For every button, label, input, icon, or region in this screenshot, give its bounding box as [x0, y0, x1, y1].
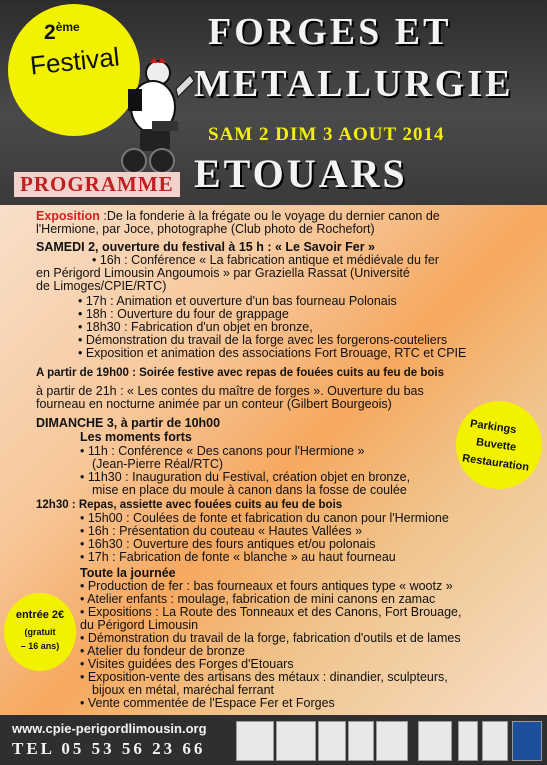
sunday-item: • 17h : Fabrication de fonte « blanche » au haut fourneau: [80, 550, 396, 564]
entry-price-badge: [4, 593, 76, 671]
saturday-item: • 16h : Conférence « La fabrication antique et médiévale du fer: [92, 253, 439, 267]
blacksmith-mascot-icon: [98, 55, 198, 180]
exposition-line-2: l'Hermione, par Joce, photographe (Club photo de Rochefort): [36, 222, 375, 236]
sunday-item: • 11h30 : Inauguration du Festival, création objet en bronze,: [80, 470, 411, 484]
all-day-item: • Atelier enfants : moulage, fabrication de mini canons en zamac: [80, 592, 436, 606]
saturday-item: • Exposition et animation des associations Fort Brouage, RTC et CPIE: [78, 346, 467, 360]
programme-content: [0, 205, 547, 715]
partner-logo: [458, 721, 478, 761]
partner-logo: [318, 721, 346, 761]
saturday-item-cont: de Limoges/CPIE/RTC): [36, 279, 167, 293]
entry-note: – 16 ans): [20, 641, 60, 651]
sunday-item: • 16h30 : Ouverture des fours antiques et/ou polonais: [80, 537, 376, 551]
footer: [0, 715, 547, 765]
title-line-2: METALLURGIE: [194, 63, 514, 105]
all-day-item: • Expositions : La Route des Tonneaux et des Canons, Fort Brouage,: [80, 605, 462, 619]
all-day-item: • Exposition-vente des artisans des métaux : dinandier, sculpteurs,: [80, 670, 448, 684]
contes-line: à partir de 21h : « Les contes du maître de forges ». Ouverture du bas: [36, 384, 424, 398]
all-day-item-cont: du Périgord Limousin: [80, 618, 199, 632]
badge-line: Restauration: [461, 452, 530, 474]
all-day-item-cont: bijoux en métal, maréchal ferrant: [92, 683, 275, 697]
partner-logo: [276, 721, 316, 761]
badge-line: Parkings: [469, 417, 518, 437]
repas-line: 12h30 : Repas, assiette avec fouées cuits au feu de bois: [36, 499, 343, 511]
title-line-1: FORGES ET: [208, 11, 452, 53]
phone-number: TEL 05 53 56 23 66: [12, 739, 206, 758]
all-day-heading: Toute la journée: [80, 566, 176, 580]
sunday-item-cont: mise en place du moule à canon dans la fosse de coulée: [92, 483, 407, 497]
all-day-item: • Vente commentée de l'Espace Fer et Forges: [80, 696, 335, 710]
website-link[interactable]: www.cpie-perigordlimousin.org: [12, 721, 207, 736]
saturday-item: • 18h : Ouverture du four de grappage: [78, 307, 289, 321]
all-day-item: • Production de fer : bas fourneaux et fours antiques type « wootz »: [80, 579, 453, 593]
partner-logo: [236, 721, 274, 761]
entry-note: (gratuit: [24, 627, 56, 637]
partner-logo: [376, 721, 408, 761]
festival-edition: 2ème: [44, 20, 80, 44]
sunday-heading: DIMANCHE 3, à partir de 10h00: [36, 416, 221, 430]
partner-logo: [482, 721, 508, 761]
badge-line: Buvette: [475, 436, 517, 454]
all-day-item: • Atelier du fondeur de bronze: [80, 644, 245, 658]
saturday-item: • Démonstration du travail de la forge avec les forgerons-couteliers: [78, 333, 448, 347]
festival-label: Festival: [28, 41, 121, 81]
all-day-item: • Démonstration du travail de la forge, fabrication d'outils et de lames: [80, 631, 461, 645]
all-day-item: • Visites guidées des Forges d'Etouars: [80, 657, 294, 671]
event-location: ETOUARS: [194, 151, 408, 196]
partner-logo: [348, 721, 374, 761]
contes-line-2: fourneau en nocturne animée par un conteur (Gilbert Bourgeois): [36, 397, 392, 411]
sunday-item-cont: (Jean-Pierre Réal/RTC): [92, 457, 224, 471]
sunday-item: • 11h : Conférence « Des canons pour l'Hermione »: [80, 444, 365, 458]
saturday-item-cont: en Périgord Limousin Angoumois » par Graziella Rassat (Université: [36, 266, 410, 280]
sunday-item: • 16h : Présentation du couteau « Hautes Vallées »: [80, 524, 363, 538]
partner-logo: [512, 721, 542, 761]
services-badge: [456, 401, 542, 489]
saturday-heading: SAMEDI 2, ouverture du festival à 15 h : « Le Savoir Fer »: [36, 240, 376, 254]
saturday-item: • 17h : Animation et ouverture d'un bas fourneau Polonais: [78, 294, 397, 308]
moments-heading: Les moments forts: [80, 430, 192, 444]
header-banner: [0, 0, 547, 205]
exposition-line: Exposition :De la fonderie à la frégate ou le voyage du dernier canon de: [36, 209, 440, 223]
entry-price: entrée 2€: [15, 609, 65, 621]
partner-logo: [418, 721, 452, 761]
sunday-item: • 15h00 : Coulées de fonte et fabrication du canon pour l'Hermione: [80, 511, 449, 525]
soiree-line: A partir de 19h00 : Soirée festive avec repas de fouées cuits au feu de bois: [36, 367, 444, 379]
programme-label: PROGRAMME: [14, 172, 180, 197]
event-dates: SAM 2 DIM 3 AOUT 2014: [208, 124, 445, 145]
saturday-item: • 18h30 : Fabrication d'un objet en bronze,: [78, 320, 313, 334]
